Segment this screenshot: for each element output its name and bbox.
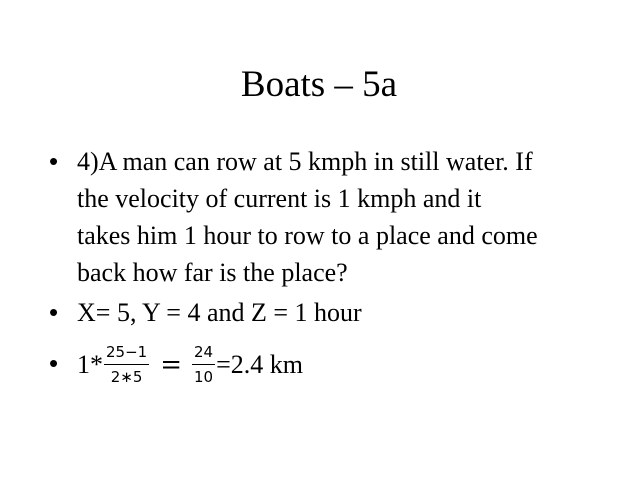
fraction-2-denominator: 10 — [194, 368, 214, 386]
formula — [77, 339, 603, 391]
fraction-1-denominator: 2∗5 — [110, 368, 143, 386]
fraction-2-numerator: 24 — [192, 343, 215, 365]
bullet-list — [43, 143, 603, 391]
bullet-dot: • — [49, 146, 59, 176]
fraction-1 — [104, 343, 149, 387]
fraction-2 — [192, 343, 215, 387]
question-line-4: back how far is the place? — [77, 258, 348, 287]
fraction-1-numerator: 25−1 — [104, 343, 149, 365]
question-line-2: the velocity of current is 1 kmph and it — [77, 184, 482, 213]
given-values: X= 5, Y = 4 and Z = 1 hour — [77, 298, 362, 327]
equals-sign: = — [160, 350, 182, 380]
bullet-dot: • — [49, 348, 59, 378]
bullet-given — [43, 294, 603, 331]
question-line-1: 4)A man can row at 5 kmph in still water. If — [77, 147, 533, 176]
formula-prefix: 1* — [77, 350, 103, 379]
bullet-question — [43, 143, 603, 291]
slide-title: Boats – 5a — [240, 64, 398, 105]
bullet-dot: • — [49, 297, 59, 327]
question-line-3: takes him 1 hour to row to a place and come — [77, 221, 538, 250]
formula-result: =2.4 km — [216, 350, 303, 379]
bullet-formula — [43, 339, 603, 391]
